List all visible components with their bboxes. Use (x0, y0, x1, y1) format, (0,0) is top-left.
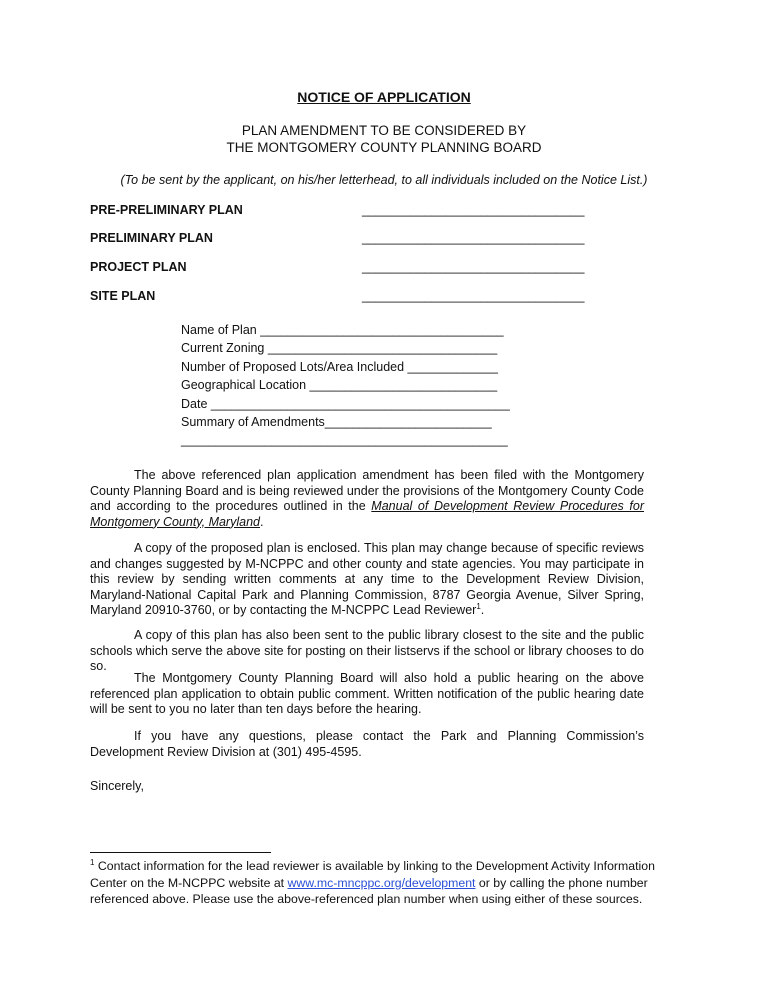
paragraph-copy-enclosed: A copy of the proposed plan is enclosed. This plan may change because of specific reviews and changes suggested by M-NCPPC and other county and state agencies. You may participate in this review by sending written comments at any time to the Development Review Division, Maryland-National Capital Park and Planning Commission, 8787 Georgia Avenue, Silver Spring, Maryland 20910-3760, or by contacting the M-NCPPC Lead Reviewer$^1$. (90, 541, 644, 617)
manual-title: Manual of Development Review Procedures for Montgomery County, Maryland (90, 499, 644, 529)
subtitle (0, 122, 768, 156)
paragraph-questions: If you have any questions, please contact the Park and Planning Commission’s Development Review Division at (301) 495-4595. (90, 729, 644, 759)
plan-row-preliminary (90, 230, 585, 246)
plan-label: PRELIMINARY PLAN (90, 231, 213, 245)
plan-details-fields (181, 322, 511, 451)
field-geographical-location[interactable]: Geographical Location ___________________________ (181, 378, 498, 393)
field-summary-of-amendments[interactable]: Summary of Amendments________________________ (181, 414, 492, 429)
plan-blank-line[interactable]: ________________________________ (362, 289, 585, 303)
plan-row-site (90, 288, 585, 304)
plan-blank-line[interactable]: ________________________________ (362, 260, 585, 274)
plan-row-pre-preliminary (90, 202, 585, 218)
plan-label: PRE-PRELIMINARY PLAN (90, 203, 243, 217)
paragraph-library: A copy of this plan has also been sent to the public library closest to the site and the public schools which serve the above site for posting on their listservs if the school or library chooses to do so. (90, 628, 644, 673)
plan-label: SITE PLAN (90, 289, 156, 303)
subtitle-line-1: PLAN AMENDMENT TO BE CONSIDERED BY (241, 123, 527, 138)
plan-blank-line[interactable]: ________________________________ (362, 231, 585, 245)
field-current-zoning[interactable]: Current Zoning _________________________________ (181, 341, 498, 356)
subtitle-line-2: THE MONTGOMERY COUNTY PLANNING BOARD (226, 140, 542, 155)
plan-label: PROJECT PLAN (90, 260, 187, 274)
closing: Sincerely, (90, 779, 144, 793)
field-date[interactable]: Date ___________________________________________ (181, 396, 510, 411)
footnote-marker: 1 (90, 857, 95, 867)
plan-row-project (90, 259, 585, 275)
footnote: $^1$ Contact information for the lead reviewer is available by linking to the Development Activity Information Center on the M-NCPPC website at www.mc-mncppc.org/development or by calling the phone number referenced above. Please use the above-referenced plan number when using either of these sources. (90, 857, 655, 906)
paragraph-filing: The above referenced plan application amendment has been filed with the Montgomery County Planning Board and is being reviewed under the provisions of the Montgomery County Code and according to the procedures outlined in the Manual of Development Review Procedures for Montgomery County, Maryland. (90, 468, 644, 529)
instruction-note: (To be sent by the applicant, on his/her letterhead, to all individuals included on the Notice List.) (120, 173, 648, 187)
footnote-ref[interactable]: 1 (476, 601, 481, 611)
paragraph-hearing: The Montgomery County Planning Board will also hold a public hearing on the above referenced plan application to obtain public comment. Written notification of the public hearing date will be sent to you no later than ten days before the hearing. (90, 671, 644, 716)
website-link[interactable]: www.mc-mncppc.org/development (287, 875, 476, 890)
page-title: NOTICE OF APPLICATION (297, 89, 471, 105)
field-summary-continuation[interactable]: _______________________________________________ (181, 433, 508, 448)
field-number-of-lots[interactable]: Number of Proposed Lots/Area Included _____________ (181, 359, 498, 374)
footnote-divider (90, 852, 271, 853)
plan-blank-line[interactable]: ________________________________ (362, 203, 585, 217)
field-name-of-plan[interactable]: Name of Plan ___________________________________ (181, 323, 504, 337)
